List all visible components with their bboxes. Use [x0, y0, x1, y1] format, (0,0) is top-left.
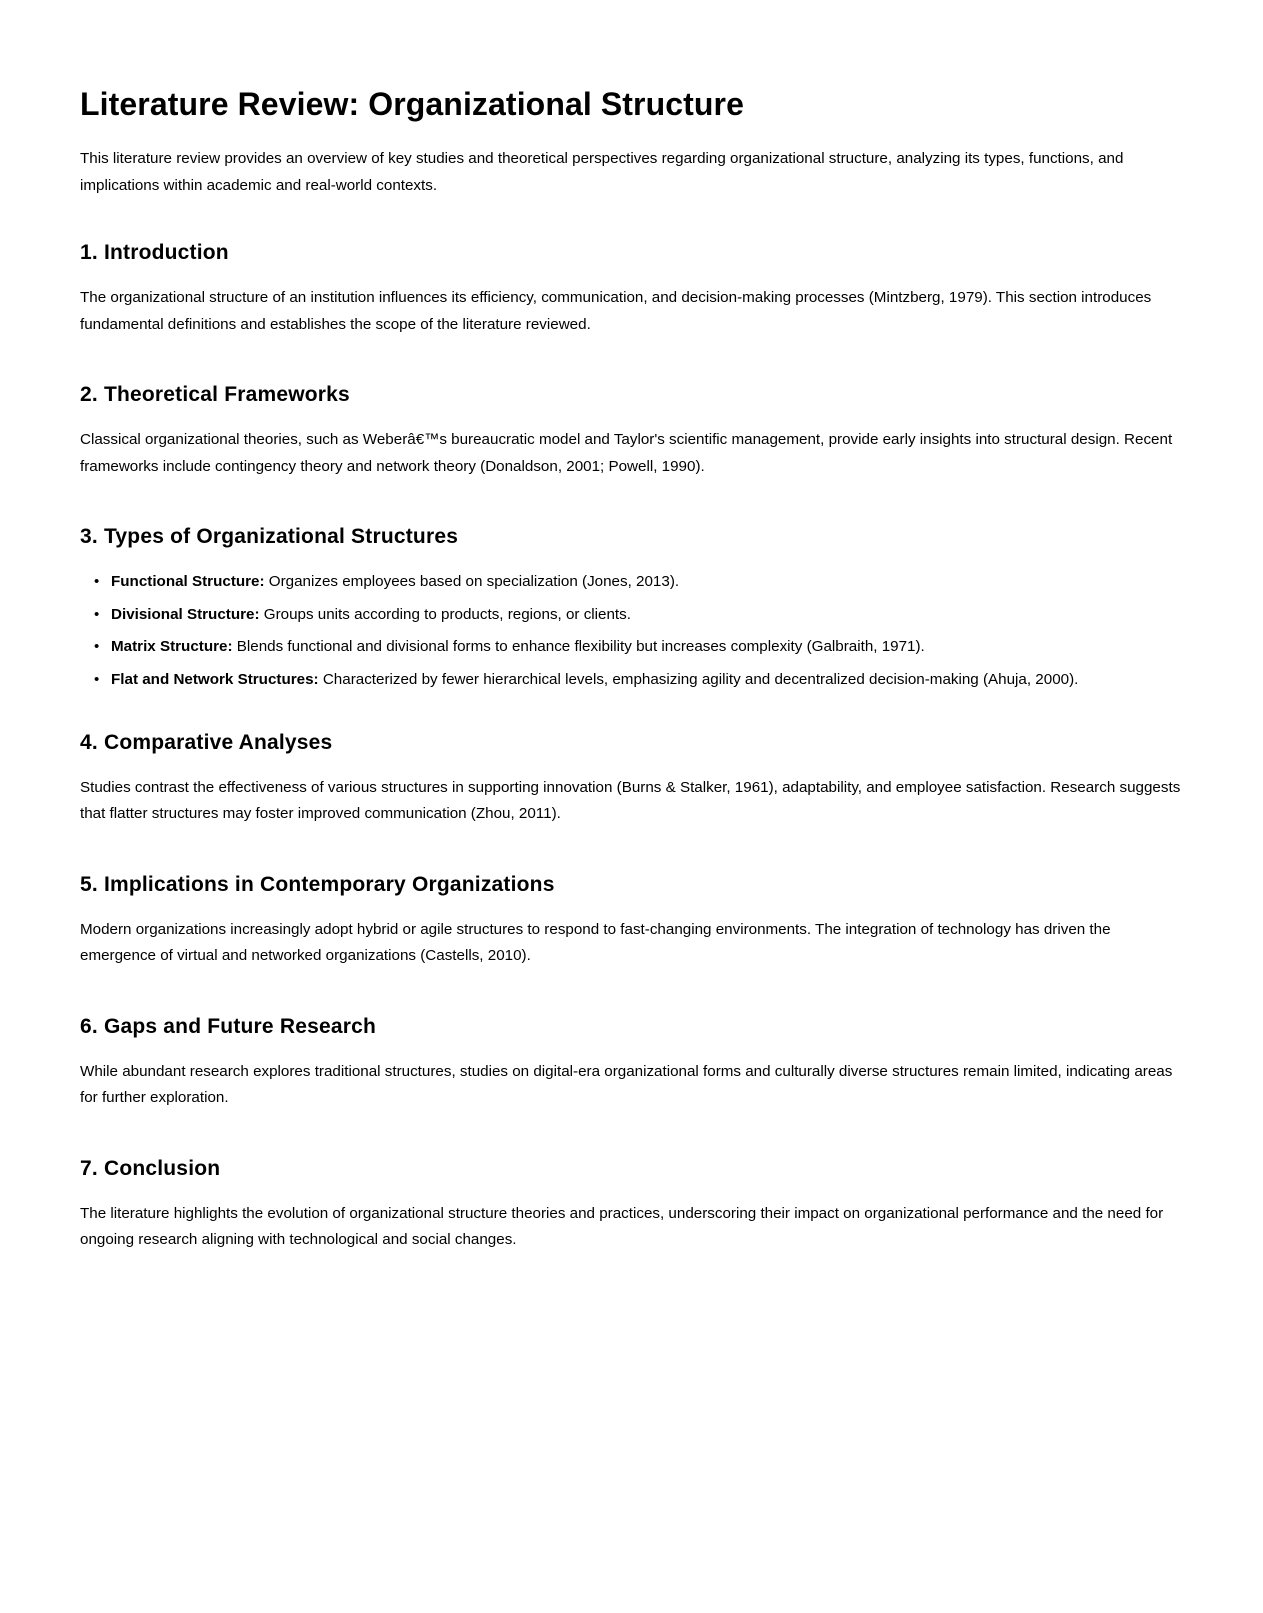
section-comparative-analyses — [80, 729, 1183, 828]
list-item-term: Functional Structure: — [111, 573, 265, 590]
section-introduction — [80, 239, 1183, 338]
list-item-description: Organizes employees based on specialization (Jones, 2013). — [264, 573, 680, 590]
section-paragraph: While abundant research explores traditional structures, studies on digital-era organizational forms and culturally diverse structures remain limited, indicating areas for further exploration. — [80, 1062, 1173, 1107]
list-item — [94, 634, 1183, 660]
section-heading: 1. Introduction — [80, 241, 229, 264]
list-item — [94, 667, 1183, 693]
section-paragraph: Classical organizational theories, such as Weberâ€™s bureaucratic model and Taylor's scientific management, provide early insights into structural design. Recent frameworks include contingency theory and network theory (Donaldson, 2001; Powell, 1990). — [80, 431, 1173, 475]
section-paragraph: The organizational structure of an institution influences its efficiency, communication, and decision-making processes (Mintzberg, 1979). This section introduces fundamental definitions and establishes the scope of the literature reviewed. — [80, 289, 1152, 333]
section-types-of-structures — [80, 523, 1183, 693]
list-item — [94, 602, 1183, 628]
list-item-description: Groups units according to products, regions, or clients. — [259, 605, 631, 623]
section-heading: 4. Comparative Analyses — [80, 730, 333, 754]
bullet-icon: • — [94, 670, 100, 688]
section-heading: 5. Implications in Contemporary Organizations — [80, 872, 555, 896]
section-conclusion — [80, 1155, 1183, 1254]
list-item-description: Blends functional and divisional forms to enhance flexibility but increases complexity (Galbraith, 1971). — [232, 638, 925, 656]
section-heading: 3. Types of Organizational Structures — [80, 525, 459, 548]
section-implications — [80, 871, 1183, 970]
section-paragraph: The literature highlights the evolution of organizational structure theories and practices, underscoring their impact on organizational performance and the need for ongoing research aligning with technological and social changes. — [80, 1204, 1164, 1249]
list-item-term: Flat and Network Structures: — [111, 670, 319, 688]
list-item-term: Matrix Structure: — [111, 638, 233, 656]
section-heading: 2. Theoretical Frameworks — [80, 383, 350, 406]
intro-paragraph: This literature review provides an overview of key studies and theoretical perspectives regarding organizational structure, analyzing its types, functions, and implications within academic and real-world contexts. — [80, 150, 1124, 194]
section-heading: 7. Conclusion — [80, 1156, 221, 1180]
bullet-icon: • — [94, 638, 100, 656]
section-paragraph: Studies contrast the effectiveness of various structures in supporting innovation (Burns & Stalker, 1961), adaptability, and employee satisfaction. Research suggests that flatter structures may foster improved communication (Zhou, 2011). — [80, 778, 1181, 823]
section-paragraph: Modern organizations increasingly adopt hybrid or agile structures to respond to fast-changing environments. The integration of technology has driven the emergence of virtual and networked organizations (Castells, 2010). — [80, 920, 1111, 965]
list-item-description: Characterized by fewer hierarchical levels, emphasizing agility and decentralized decision-making (Ahuja, 2000). — [318, 670, 1079, 688]
section-heading: 6. Gaps and Future Research — [80, 1014, 376, 1038]
section-theoretical-frameworks — [80, 381, 1183, 480]
list-item-term: Divisional Structure: — [111, 605, 260, 623]
page-title: Literature Review: Organizational Structure — [80, 86, 745, 122]
bullet-icon: • — [94, 573, 100, 590]
section-gaps-future-research — [80, 1013, 1183, 1112]
bullet-icon: • — [94, 605, 100, 623]
structure-types-list — [80, 569, 1183, 693]
list-item — [94, 569, 1183, 595]
